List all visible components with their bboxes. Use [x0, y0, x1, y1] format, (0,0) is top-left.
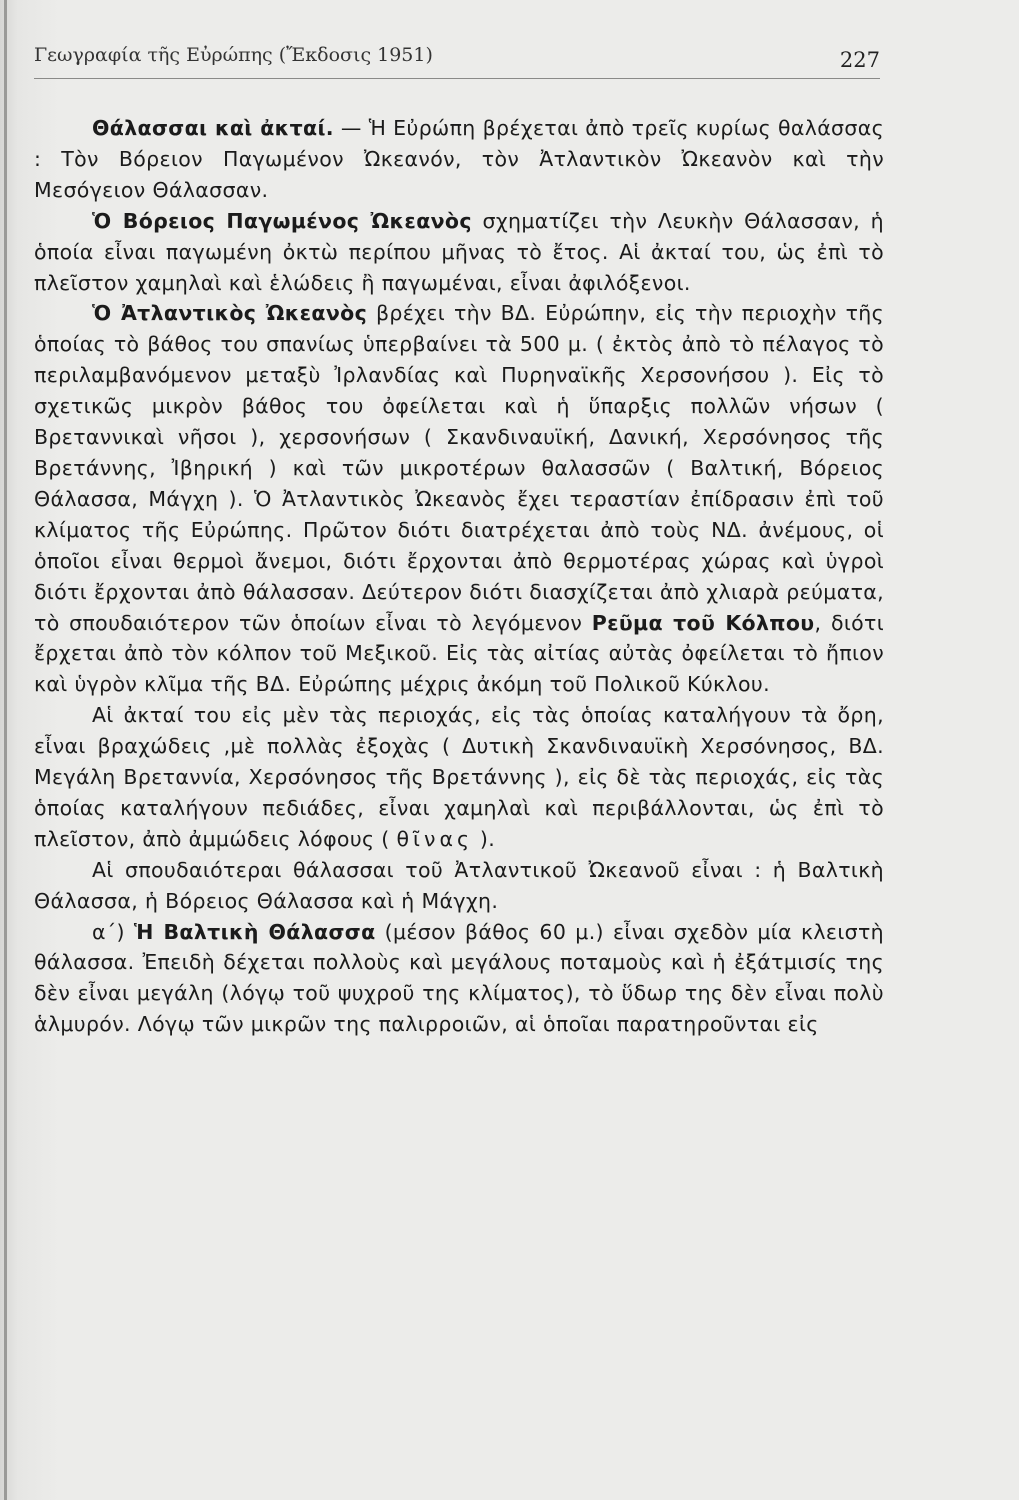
paragraph-text: — Ἡ Εὐρώπη βρέχεται ἀπὸ τρεῖς κυρίως θαλάσσας : Τὸν Βόρειον Παγωμένον Ὠκεανόν, τὸν Ἀτλαντικὸν Ὠκεανὸν καὶ τὴν Μεσόγειον Θάλασσαν.	[34, 116, 884, 202]
running-head: Γεωγραφία τῆς Εὐρώπης (Ἔκδοσις 1951)	[34, 44, 433, 66]
paragraph-text: (μέσον βάθος 60 μ.) εἶναι σχεδὸν μία κλειστὴ θάλασσα. Ἐπειδὴ δέχεται πολλοὺς καὶ μεγάλους ποταμοὺς καὶ ἡ ἐξάτμισίς της δὲν εἶναι μεγάλη (λόγῳ τοῦ ψυχροῦ της κλίματος), τὸ ὕδωρ της δὲν εἶναι πολὺ ἁλμυρόν. Λόγῳ τῶν μικρῶν της παλιρροιῶν, αἱ ὁποῖαι παρατηροῦνται εἰς	[34, 919, 884, 1037]
paragraph-lead: Ὁ Ἀτλαντικὸς Ὠκεανὸς	[92, 301, 368, 326]
paragraph-atlantic-ocean	[34, 298, 884, 700]
section-heading: Θάλασσαι καὶ ἀκταί.	[92, 116, 334, 140]
paragraph-text: ).	[473, 826, 496, 851]
gulf-stream-term: Ρεῦμα τοῦ Κόλπου	[591, 610, 815, 635]
paragraph-seas-and-coasts	[34, 113, 884, 206]
paragraph-text: σχηματίζει τὴν Λευκὴν Θάλασσαν, ἡ ὁποία εἶναι παγωμένη ὀκτὼ περίπου μῆνας τὸ ἔτος. Αἱ ἀκταί του, ὡς ἐπὶ τὸ πλεῖστον χαμηλαὶ καὶ ἑλώδεις ἢ παγωμέναι, εἶναι ἀφιλόξενοι.	[34, 208, 884, 295]
paragraph-lead: Ὁ Βόρειος Παγωμένος Ὠκεανὸς	[92, 208, 472, 233]
paragraph-baltic-sea	[34, 917, 884, 1041]
paragraph-text: , διότι ἔρχεται ἀπὸ τὸν κόλπον τοῦ Μεξικοῦ. Εἰς τὰς αἰτίας αὐτὰς ὀφείλεται τὸ ἤπιον καὶ ὑγρὸν κλῖμα τῆς ΒΔ. Εὐρώπης μέχρις ἀκόμη τοῦ Πολικοῦ Κύκλου.	[34, 610, 884, 697]
paragraph-text: Αἱ σπουδαιότεραι θάλασσαι τοῦ Ἀτλαντικοῦ Ὠκεανοῦ εἶναι : ἡ Βαλτικὴ Θάλασσα, ἡ Βόρειος Θάλασσα καὶ ἡ Μάγχη.	[34, 857, 884, 913]
baltic-sea-term: Ἡ Βαλτικὴ Θάλασσα	[133, 919, 376, 944]
paragraph-arctic-ocean	[34, 206, 884, 299]
paragraph-main-seas	[34, 855, 884, 917]
paragraph-atlantic-coasts	[34, 700, 884, 855]
list-marker: α΄)	[92, 919, 134, 944]
body-text	[34, 113, 884, 1040]
dunes-term: θῖνας	[396, 826, 473, 851]
paragraph-text: βρέχει τὴν ΒΔ. Εὐρώπην, εἰς τὴν περιοχὴν τῆς ὁποίας τὸ βάθος του σπανίως ὑπερβαίνει τὰ 500 μ. ( ἐκτὸς ἀπὸ τὸ πέλαγος τὸ περιλαμβανόμενον μεταξὺ Ἰρλανδίας καὶ Πυρηναϊκῆς Χερσονήσου ). Εἰς τὸ σχετικῶς μικρὸν βάθος του ὀφείλεται καὶ ἡ ὕπαρξις πολλῶν νήσων ( Βρεταννικαὶ νῆσοι ), χερσονήσων ( Σκανδιναυϊκή, Δανική, Χερσόνησος τῆς Βρετάννης, Ἰβηρική ) καὶ τῶν μικροτέρων θαλασσῶν ( Βαλτική, Βόρειος Θάλασσα, Μάγχη ). Ὁ Ἀτλαντικὸς Ὠκεανὸς ἔχει τεραστίαν ἐπίδρασιν ἐπὶ τοῦ κλίματος τῆς Εὐρώπης. Πρῶτον διότι διατρέχεται ἀπὸ τοὺς ΝΔ. ἀνέμους, οἱ ὁποῖοι εἶναι θερμοὶ ἄνεμοι, διότι ἔρχονται ἀπὸ θερμοτέρας χώρας καὶ ὑγροὶ διότι ἔρχονται ἀπὸ θάλασσαν. Δεύτερον διότι διασχίζεται ἀπὸ χλιαρὰ ρεύματα, τὸ σπουδαιότερον τῶν ὁποίων εἶναι τὸ λεγόμενον	[34, 301, 884, 635]
page-number: 227	[839, 48, 880, 72]
page-header	[34, 42, 880, 79]
paragraph-text: Αἱ ἀκταί του εἰς μὲν τὰς περιοχάς, εἰς τὰς ὁποίας καταλήγουν τὰ ὄρη, εἶναι βραχώδεις ,μὲ πολλὰς ἐξοχὰς ( Δυτικὴ Σκανδιναυϊκὴ Χερσόνησος, ΒΔ. Μεγάλη Βρεταννία, Χερσόνησος τῆς Βρετάννης ), εἰς δὲ τὰς περιοχάς, εἰς τὰς ὁποίας καταλήγουν πεδιάδες, εἶναι χαμηλαὶ καὶ περιβάλλονται, ὡς ἐπὶ τὸ πλεῖστον, ἀπὸ ἀμμώδεις λόφους (	[34, 703, 884, 851]
page-spine-edge	[4, 0, 7, 1500]
